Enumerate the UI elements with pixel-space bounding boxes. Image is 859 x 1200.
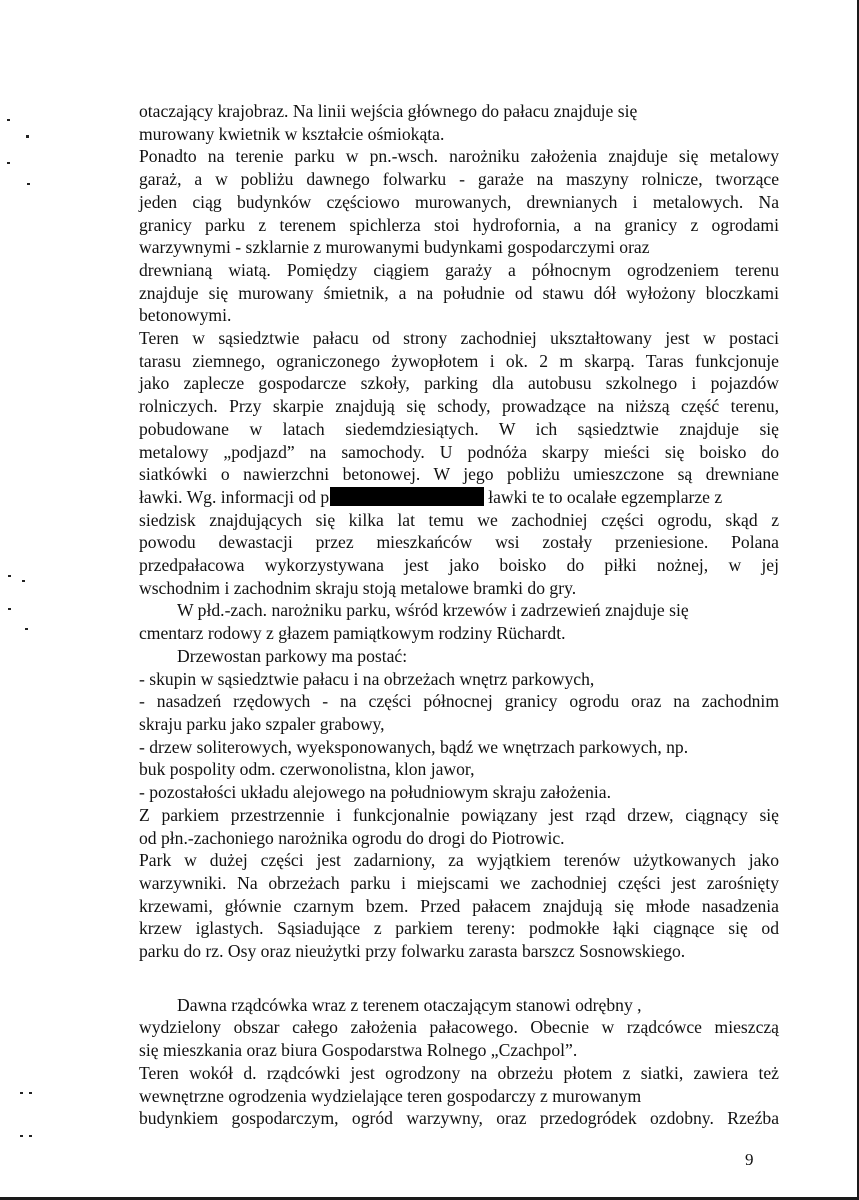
text-line: budynkiem gospodarczym, ogród warzywny, oraz przedogródek ozdobny. Rzeźba (139, 1108, 779, 1129)
text-line: znajduje się murowany śmietnik, a na południe od stawu dół wyłożony bloczkami (139, 282, 779, 303)
text-line: Ponadto na terenie parku w pn.-wsch. narożniku założenia znajduje się metalowy (139, 146, 779, 167)
text-line: tarasu ziemnego, ograniczonego żywopłotem i ok. 2 m skarpą. Taras funkcjonuje (139, 350, 779, 371)
text-line: rolniczych. Przy skarpie znajdują się schody, prowadzące na niższą część terenu, (139, 396, 779, 417)
text-line: jeden ciąg budynków częściowo murowanych, drewnianych i metalowych. Na (139, 191, 779, 212)
redaction-bar (330, 487, 484, 506)
text-line: buk pospolity odm. czerwonolistna, klon jawor, (139, 759, 475, 780)
scan-speck (25, 628, 28, 630)
text-line: betonowymi. (139, 305, 232, 326)
text-line: parku do rz. Osy oraz nieużytki przy folwarku zarasta barszcz Sosnowskiego. (139, 941, 686, 962)
text-line: Z parkiem przestrzennie i funkcjonalnie powiązany jest rząd drzew, ciągnący się (139, 804, 779, 825)
paragraph-benches (139, 509, 779, 600)
document-body (139, 100, 779, 1130)
page-number: 9 (745, 1150, 754, 1169)
text-line: się mieszkania oraz biura Gospodarstwa Rolnego „Czachpol”. (139, 1040, 578, 1061)
text-line: wschodnim i zachodnim skraju stoją metalowe bramki do gry. (139, 577, 577, 598)
scan-speck (20, 1092, 23, 1094)
text-fragment: ławki te to ocalałe egzemplarze z (488, 486, 723, 507)
text-line: wydzielony obszar całego założenia pałacowego. Obecnie w rządcówce mieszczą (139, 1017, 779, 1038)
scan-speck (29, 1135, 32, 1137)
scan-speck (7, 119, 10, 121)
scan-speck (22, 580, 25, 582)
text-line: Dawna rządcówka wraz z terenem otaczającym stanowi odrębny , (177, 994, 642, 1015)
text-fragment: ławki. Wg. informacji od p (139, 486, 330, 507)
list-item: - skupin w sąsiedztwie pałacu i na obrzeżach wnętrz parkowych, (139, 668, 595, 689)
text-line: Teren wokół d. rządcówki jest ogrodzony na obrzeżu płotem z siatki, zawiera też (139, 1062, 779, 1083)
paragraph-flower-bed (139, 100, 779, 145)
text-line: krzew iglastych. Sąsiadujące z parkiem tereny: podmokłe łąki ciągnące się od (139, 918, 779, 939)
text-line: siatkówki o nawierzchni betonowej. W jego pobliżu umieszczone są drewniane (139, 464, 779, 485)
list-item: - pozostałości układu alejowego na południowym skraju założenia. (139, 782, 611, 803)
text-line: garaż, a w pobliżu dawnego folwarku - garaże na maszyny rolnicze, tworzące (139, 169, 779, 190)
text-line: cmentarz rodowy z głazem pamiątkowym rodziny Rüchardt. (139, 623, 566, 644)
text-line: wewnętrzne ogrodzenia wydzielające teren gospodarczy z murowanym (139, 1085, 642, 1106)
text-line: Park w dużej części jest zadarniony, za wyjątkiem terenów użytkowanych jako (139, 850, 779, 871)
paragraph-tree-stand (139, 645, 779, 963)
text-line: warzywnymi - szklarnie z murowanymi budynkami gospodarczymi oraz (139, 237, 650, 258)
scan-speck (8, 575, 11, 577)
text-line: warzywniki. Na obrzeżach parku i miejscami we zachodniej części jest zarośnięty (139, 872, 779, 893)
scan-speck (8, 608, 11, 610)
paragraph-terrace (139, 327, 779, 509)
scan-speck (7, 162, 10, 164)
text-line: murowany kwietnik w kształcie ośmiokąta. (139, 123, 445, 144)
scan-speck (27, 183, 30, 185)
text-line: metalowy „podjazd” na samochody. U podnóża skarpy mieści się boisko do (139, 441, 779, 462)
text-line: granicy parku z terenem spichlerza stoi hydrofornia, a na granicy z ogrodami (139, 214, 779, 235)
text-line: siedzisk znajdujących się kilka lat temu we zachodniej części ogrodu, skąd z (139, 509, 779, 530)
text-line: przedpałacowa wykorzystywana jest jako boisko do piłki nożnej, w jej (139, 555, 779, 576)
text-line: od płn.-zachoniego narożnika ogrodu do drogi do Piotrowic. (139, 827, 565, 848)
paragraph-gap (139, 963, 779, 994)
text-line: krzewami, głównie czarnym bzem. Przed pałacem znajdują się młode nasadzenia (139, 895, 779, 916)
text-line: skraju parku jako szpaler grabowy, (139, 713, 385, 734)
redacted-text-line (139, 486, 779, 509)
paragraph-steward-house (139, 994, 779, 1130)
text-line: pobudowane w latach siedemdziesiątych. W ich sąsiedztwie znajduje się (139, 418, 779, 439)
scan-speck (26, 135, 29, 138)
list-item: - nasadzeń rzędowych - na części północnej granicy ogrodu oraz na zachodnim (139, 691, 779, 712)
text-line: drewnianą wiatą. Pomiędzy ciągiem garaży a północnym ogrodzeniem terenu (139, 259, 779, 280)
list-item: - drzew soliterowych, wyeksponowanych, bądź we wnętrzach parkowych, np. (139, 736, 689, 757)
paragraph-buildings (139, 145, 779, 327)
scan-speck (20, 1135, 23, 1137)
text-line: Teren w sąsiedztwie pałacu od strony zachodniej ukształtowany jest w postaci (139, 328, 779, 349)
text-line: jako zaplecze gospodarcze szkoły, parking dla autobusu szkolnego i pojazdów (139, 373, 779, 394)
text-line: powodu dewastacji przez mieszkańców wsi zostały przeniesione. Polana (139, 532, 779, 553)
paragraph-cemetery (139, 599, 779, 644)
text-line: Drzewostan parkowy ma postać: (177, 645, 408, 666)
text-line: W płd.-zach. narożniku parku, wśród krzewów i zadrzewień znajduje się (177, 600, 689, 621)
text-line: otaczający krajobraz. Na linii wejścia głównego do pałacu znajduje się (139, 101, 638, 121)
scan-speck (29, 1092, 32, 1094)
